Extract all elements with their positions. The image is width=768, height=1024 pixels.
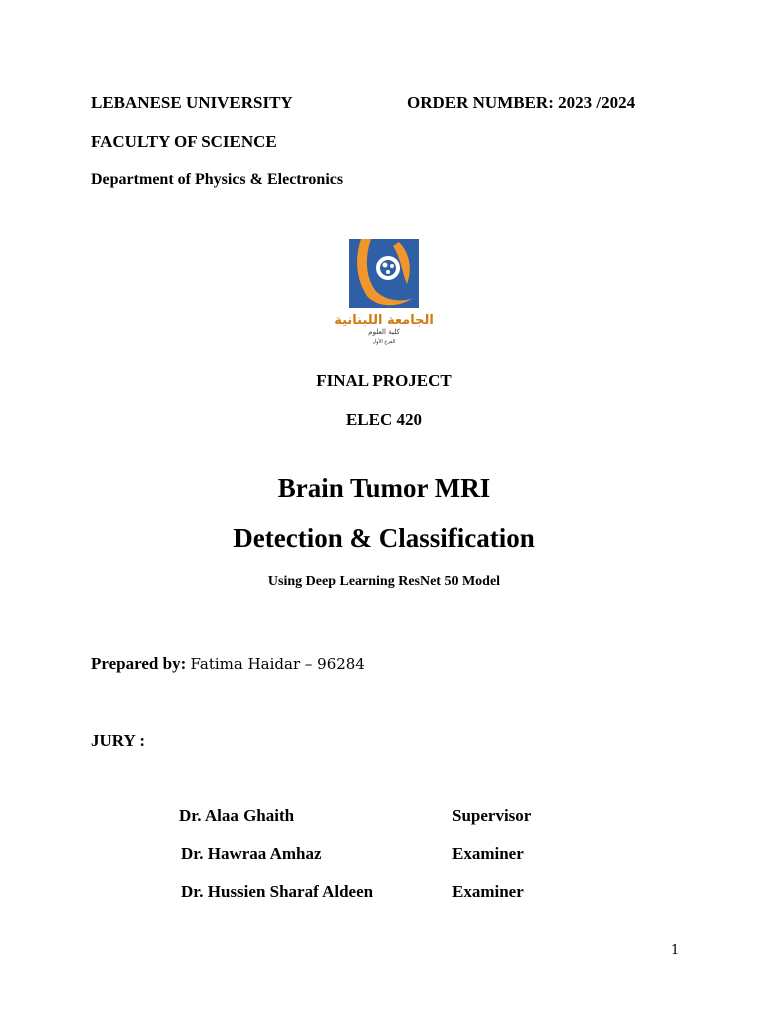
subtitle: Using Deep Learning ResNet 50 Model [267, 574, 501, 589]
jury-member-role: Supervisor [452, 806, 532, 825]
prepared-by-name: Fatima Haidar – 96284 [190, 655, 365, 673]
prepared-by [91, 654, 365, 674]
page-number: 1 [671, 943, 680, 958]
jury-member-name: Dr. Alaa Ghaith [179, 806, 295, 825]
university-logo [334, 238, 434, 346]
logo-arabic-line2: كلية العلوم [368, 328, 400, 336]
order-number: ORDER NUMBER: 2023 /2024 [407, 93, 636, 112]
jury-member-name: Dr. Hussien Sharaf Aldeen [181, 882, 374, 901]
jury-label: JURY : [91, 731, 146, 750]
title-line-1: Brain Tumor MRI [277, 473, 491, 503]
prepared-by-label: Prepared by: [91, 654, 187, 673]
university-name: LEBANESE UNIVERSITY [91, 93, 293, 112]
course-code: ELEC 420 [345, 410, 423, 429]
logo-arabic-line1: الجامعة اللبنانية [334, 313, 434, 328]
jury-member-name: Dr. Hawraa Amhaz [181, 844, 322, 863]
title-line-2: Detection & Classification [233, 523, 535, 553]
logo-arabic-line3: الفرع الأول [372, 339, 396, 345]
department-name: Department of Physics & Electronics [91, 171, 344, 188]
jury-member-role: Examiner [452, 844, 524, 863]
jury-member-role: Examiner [452, 882, 524, 901]
project-label: FINAL PROJECT [316, 371, 452, 390]
faculty-name: FACULTY OF SCIENCE [91, 132, 277, 151]
